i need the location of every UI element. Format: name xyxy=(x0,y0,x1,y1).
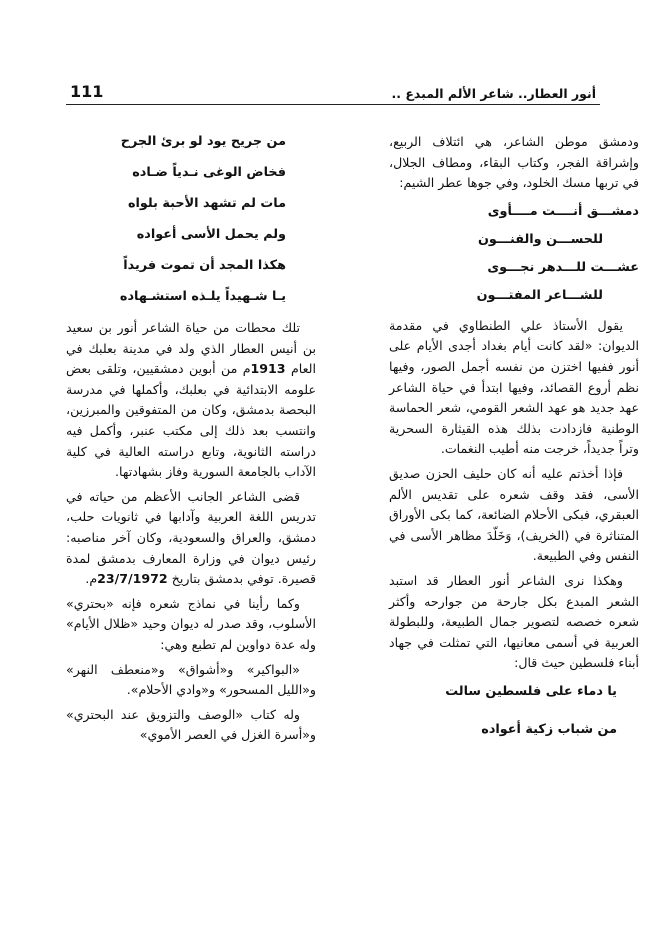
page-number: 111 xyxy=(70,82,104,101)
body-paragraph: فإذا أخذتم عليه أنه كان حليف الحزن صديق الأسى، فقد وقف شعره على تقديس الألم العبقري، فبكى الأحلام الضائعة، كما بكى الأوراق المتناثرة في (الخريف)، وَخَلّدَ مظاهر الأسى في النفس وفي الطبيعة. xyxy=(389,465,639,564)
biography-paragraph xyxy=(66,318,316,483)
body-paragraph: وكما رأينا في نماذج شعره فإنه «بحتري» الأسلوب، وقد صدر له ديوان وحيد «ظلال الأيام» وله عدة دواوين لم تطبع وهي: xyxy=(66,595,316,652)
verse-block-martyr xyxy=(66,132,316,307)
verse-line: دمشـــق أنــــت مــــأوى xyxy=(487,203,639,219)
verse-line: للحســـن والفنـــون xyxy=(477,231,603,247)
text-run: م من أبوين دمشقيين، وتلقى بعض علومه الابتدائية في بعلبك، وأكملها في مدرسة البحصة بدمشق، وكان من المتفوقين والمبرزين، وانتسب بعد ذلك إلى مكتب عنبر، وأكمل فيه دراسته الثانوية، وتابع دراسته العالية في كلية الآداب بالجامعة السورية وفاز بشهادتها. xyxy=(66,361,316,480)
body-paragraph: يقول الأستاذ علي الطنطاوي في مقدمة الديوان: «لقد كانت أيام بغداد أجدى الأيام على أنور ففيها اختزن من نفسه أجمل الصور، وفيها نظم أروع القصائد، وفيها ابتدأ في حياة الشاعر عهد جديد هو عهد الشعر القومي، شعر الحماسة الوطنية فازدادت بذلك هذه القيثارة السحرية وتراً جديداً، خرجت منه أطيب النغمات. xyxy=(389,317,639,457)
verse-line: فخاض الوغى نـدياً ضـاده xyxy=(132,165,286,180)
verse-line: من شباب زكية أعواده xyxy=(481,721,617,737)
body-paragraph: وله كتاب «الوصف والتزويق عند البحتري» و«أسرة الغزل في العصر الأموي» xyxy=(66,706,316,743)
verse-line: من جريح يود لو برئ الجرح xyxy=(120,134,286,149)
verse-line: ولم يحمل الأسى أعواده xyxy=(136,227,286,242)
body-paragraph: «البواكير» و«أشواق» و«منعطف النهر» و«الليل المسحور» و«وادي الأحلام». xyxy=(66,661,316,698)
career-paragraph xyxy=(66,487,316,590)
body-paragraph: وهكذا نرى الشاعر أنور العطار قد استبد الشعر المبدع بكل جارحة من جوارحه وأكثر شعره خصصه لتصوير جمال الطبيعة، وللبطولة العربية في أسمى معانيها، التي تمثلت في جهاد أبناء فلسطين حيث قال: xyxy=(389,572,639,671)
text-run: تلك محطات من حياة الشاعر أنور بن سعيد بن أنيس العطار الذي ولد في مدينة بعلبك في العام xyxy=(66,320,316,377)
verse-line: يا دماء على فلسطين سالت xyxy=(445,683,617,699)
verse-line: للشـــاعر المفتـــون xyxy=(476,287,603,303)
verse-block-damascus xyxy=(389,202,639,306)
verse-line: مات لم تشهد الأحبة بلواه xyxy=(127,196,286,211)
birth-year: 1913 xyxy=(250,361,286,377)
verse-block-palestine xyxy=(389,682,639,740)
verse-line: عشـــت للـــدهر نجـــوى xyxy=(487,259,639,275)
page-header xyxy=(66,74,600,105)
running-title: أنور العطار.. شاعر الألم المبدع .. xyxy=(391,86,596,101)
intro-paragraph: ودمشق موطن الشاعر، هي ائتلاف الربيع، وإشراقة الفجر، وكتاب البقاء، ومطاف الجلال، في تربها مسك الخلود، وفي جوها عطر الشيم: xyxy=(389,134,639,191)
text-run: قضى الشاعر الجانب الأعظم من حياته في تدريس اللغة العربية وآدابها في ثانويات حلب، دمشق، والعراق والسعودية، وكان آخر مناصبه: رئيس ديوان في وزارة المعارف بدمشق لمدة قصيرة. توفي بدمشق بتاريخ xyxy=(66,488,316,587)
verse-line: يـا شـهيداً يلـذه استشـهاده xyxy=(119,289,286,304)
death-date: 23/7/1972 xyxy=(97,571,168,587)
text-run: م. xyxy=(85,571,98,587)
left-column xyxy=(66,132,316,750)
verse-line: هكذا المجد أن تموت فريداً xyxy=(123,258,286,273)
right-column xyxy=(389,132,639,758)
